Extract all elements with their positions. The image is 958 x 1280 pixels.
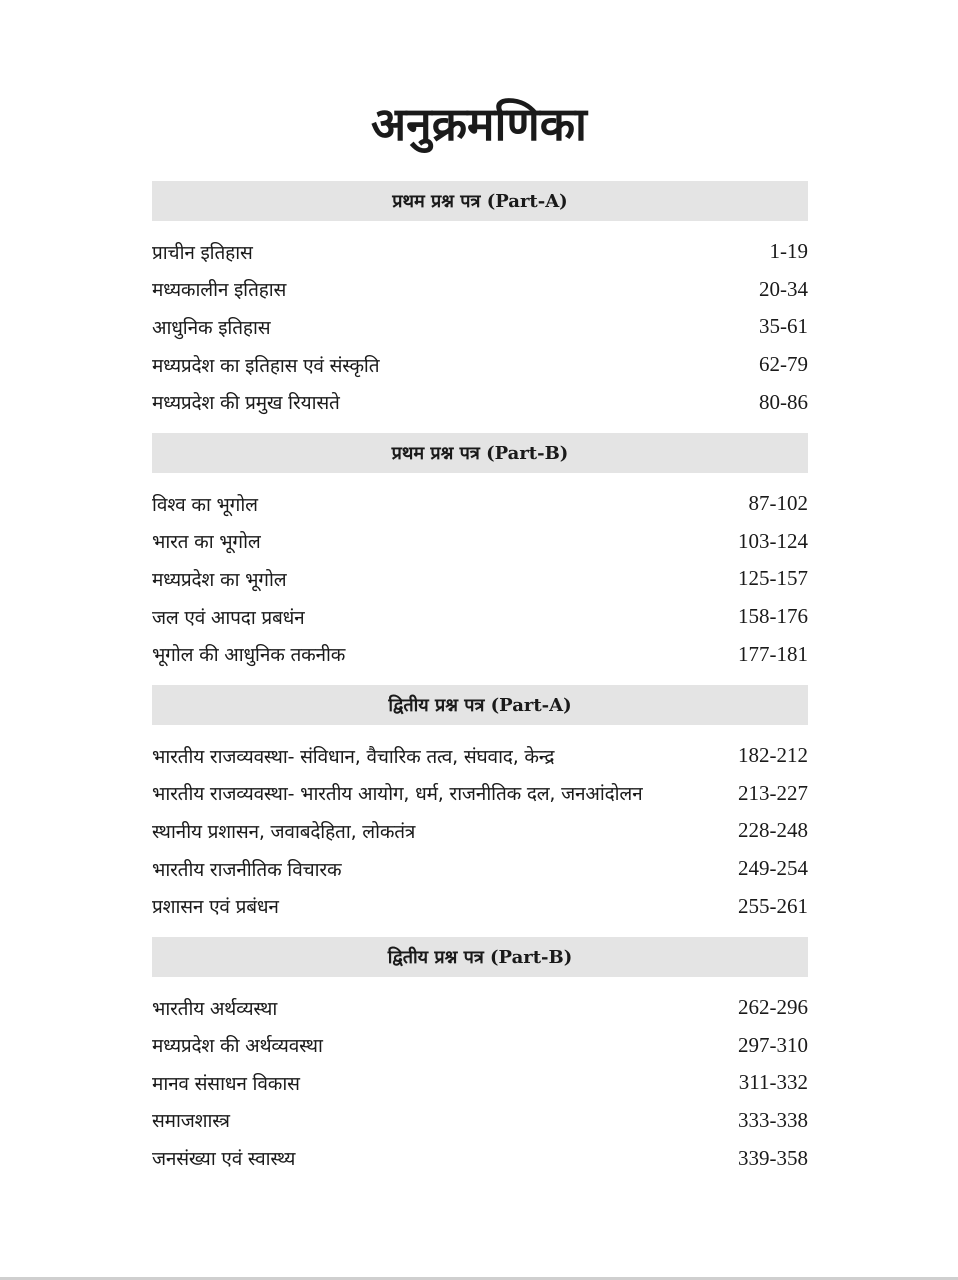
section-header: द्वितीय प्रश्न पत्र (Part-B) (152, 937, 808, 977)
entry-pages: 20-34 (759, 276, 808, 301)
entry-pages: 311-332 (738, 1070, 808, 1095)
entry-pages: 158-176 (738, 604, 808, 629)
toc-entry (152, 775, 808, 813)
entry-title: जल एवं आपदा प्रबधंन (152, 606, 305, 629)
toc-entry (152, 233, 808, 271)
entry-pages: 35-61 (759, 314, 808, 339)
entry-title: प्राचीन इतिहास (152, 241, 253, 264)
toc-entry (152, 598, 808, 636)
entry-pages: 177-181 (738, 641, 808, 666)
section-entries (152, 725, 808, 937)
section-header: प्रथम प्रश्न पत्र (Part-A) (152, 181, 808, 221)
entry-title: विश्व का भूगोल (152, 493, 258, 516)
toc-entry (152, 523, 808, 561)
toc-section (152, 433, 808, 685)
entry-title: मध्यप्रदेश का इतिहास एवं संस्कृति (152, 354, 380, 377)
entry-pages: 262-296 (738, 995, 808, 1020)
toc-entry (152, 635, 808, 673)
entry-title: भारतीय राजव्यवस्था- भारतीय आयोग, धर्म, राजनीतिक दल, जनआंदोलन (152, 783, 643, 806)
entry-pages: 255-261 (738, 893, 808, 918)
toc-entry (152, 850, 808, 888)
toc-section (152, 181, 808, 433)
toc-entry (152, 1027, 808, 1065)
toc-entry (152, 812, 808, 850)
entry-pages: 62-79 (759, 352, 808, 377)
toc-entry (152, 887, 808, 925)
entry-pages: 228-248 (738, 818, 808, 843)
page-title: अनुक्रमणिका (371, 97, 587, 151)
entry-pages: 297-310 (738, 1032, 808, 1057)
entry-title: मध्यप्रदेश की प्रमुख रियासते (152, 392, 340, 415)
entry-pages: 1-19 (769, 239, 808, 264)
toc-entry (152, 560, 808, 598)
toc-entry (152, 346, 808, 384)
entry-pages: 125-157 (738, 566, 808, 591)
entry-pages: 87-102 (748, 491, 808, 516)
entry-pages: 182-212 (738, 743, 808, 768)
entry-pages: 333-338 (738, 1107, 808, 1132)
entry-title: भारतीय राजनीतिक विचारक (152, 858, 342, 881)
toc-entry (152, 1102, 808, 1140)
toc-entry (152, 485, 808, 523)
toc-entry (152, 308, 808, 346)
section-header: द्वितीय प्रश्न पत्र (Part-A) (152, 685, 808, 725)
section-header: प्रथम प्रश्न पत्र (Part-B) (152, 433, 808, 473)
section-entries (152, 473, 808, 685)
entry-title: स्थानीय प्रशासन, जवाबदेहिता, लोकतंत्र (152, 820, 416, 843)
entry-title: प्रशासन एवं प्रबंधन (152, 896, 279, 919)
toc-entry (152, 271, 808, 309)
entry-title: मध्यकालीन इतिहास (152, 279, 287, 302)
entry-title: भूगोल की आधुनिक तकनीक (152, 644, 346, 667)
entry-title: मानव संसाधन विकास (152, 1072, 300, 1095)
table-of-contents (152, 181, 808, 1189)
entry-title: आधुनिक इतिहास (152, 316, 271, 339)
section-entries (152, 221, 808, 433)
entry-pages: 213-227 (738, 780, 808, 805)
entry-title: भारत का भूगोल (152, 531, 261, 554)
entry-title: भारतीय राजव्यवस्था- संविधान, वैचारिक तत्व, संघवाद, केन्द्र (152, 745, 555, 768)
entry-pages: 339-358 (738, 1145, 808, 1170)
entry-title: समाजशास्त्र (152, 1110, 230, 1133)
toc-section (152, 937, 808, 1189)
entry-pages: 103-124 (738, 528, 808, 553)
toc-entry (152, 737, 808, 775)
entry-pages: 80-86 (759, 389, 808, 414)
section-entries (152, 977, 808, 1189)
toc-entry (152, 1064, 808, 1102)
toc-entry (152, 989, 808, 1027)
entry-title: मध्यप्रदेश की अर्थव्यवस्था (152, 1035, 323, 1058)
entry-pages: 249-254 (738, 856, 808, 881)
entry-title: भारतीय अर्थव्यस्था (152, 997, 278, 1020)
toc-entry (152, 383, 808, 421)
toc-section (152, 685, 808, 937)
entry-title: मध्यप्रदेश का भूगोल (152, 568, 287, 591)
entry-title: जनसंख्या एवं स्वास्थ्य (152, 1148, 296, 1171)
toc-entry (152, 1139, 808, 1177)
